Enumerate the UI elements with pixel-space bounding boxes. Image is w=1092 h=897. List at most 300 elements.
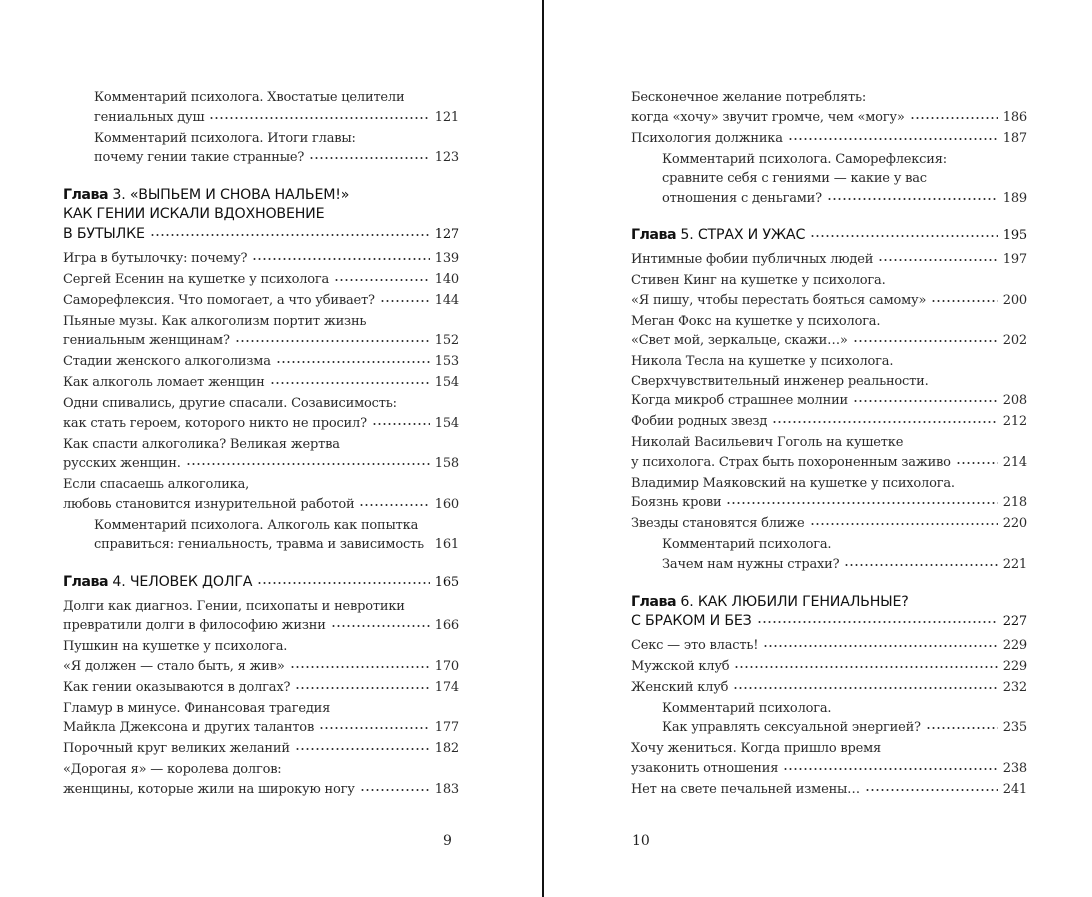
line-text bbox=[63, 477, 249, 492]
entry-title-line: почему гении такие странные? bbox=[94, 150, 305, 166]
entry-title-line: Секс — это власть! bbox=[631, 637, 759, 653]
toc-entry[interactable] bbox=[63, 270, 459, 290]
toc-entry[interactable] bbox=[63, 88, 459, 127]
entry-title-line: любовь становится изнурительной работой bbox=[63, 496, 355, 512]
toc-line bbox=[63, 699, 459, 719]
page-number: 152 bbox=[434, 333, 459, 349]
toc-entry[interactable] bbox=[631, 88, 1027, 127]
line-text bbox=[63, 573, 252, 593]
line-text bbox=[63, 657, 285, 677]
entry-title-line: женщины, которые жили на широкую ногу bbox=[63, 781, 355, 797]
dot-leader bbox=[783, 767, 998, 771]
entry-title-line: Николай Васильевич Гоголь на кушетке bbox=[631, 435, 904, 451]
toc-entry[interactable] bbox=[631, 312, 1027, 351]
chapter-prefix: Глава bbox=[631, 593, 677, 610]
toc-line bbox=[94, 148, 459, 168]
entry-title-line: Комментарий психолога. Алкоголь как попытка bbox=[94, 517, 419, 533]
line-text bbox=[631, 412, 767, 432]
entry-title-line: Комментарий психолога. bbox=[662, 700, 832, 716]
page-number: 183 bbox=[434, 781, 459, 797]
line-text bbox=[63, 414, 367, 434]
page-number: 161 bbox=[434, 537, 459, 553]
line-text bbox=[63, 780, 355, 800]
page-number: 154 bbox=[434, 375, 459, 391]
line-text bbox=[662, 701, 831, 716]
entry-title-line: Комментарий психолога. Хвостатые целители bbox=[94, 90, 405, 105]
toc-line bbox=[631, 493, 1027, 513]
toc-line bbox=[631, 514, 1027, 534]
line-text bbox=[631, 90, 866, 105]
line-text bbox=[63, 187, 349, 203]
toc-line bbox=[94, 516, 459, 536]
toc-line bbox=[631, 312, 1027, 332]
dot-leader bbox=[150, 233, 430, 237]
line-text bbox=[631, 291, 926, 311]
toc-line bbox=[662, 718, 1027, 738]
page-number: 121 bbox=[434, 109, 459, 125]
page-number: 202 bbox=[1002, 333, 1027, 349]
entry-title-line: Владимир Маяковский на кушетке у психолога. bbox=[631, 475, 955, 491]
toc-entry[interactable] bbox=[631, 433, 1027, 472]
entry-title-line: Когда микроб страшнее молнии bbox=[631, 393, 848, 409]
toc-entry[interactable] bbox=[631, 250, 1027, 270]
line-text bbox=[631, 129, 783, 149]
page-number: 232 bbox=[1002, 679, 1027, 695]
dot-leader bbox=[372, 422, 430, 426]
entry-title-line: Мужской клуб bbox=[631, 658, 730, 674]
toc-entry[interactable] bbox=[63, 352, 459, 372]
line-text bbox=[631, 314, 880, 329]
line-text bbox=[662, 537, 831, 552]
line-text bbox=[662, 152, 947, 167]
toc-line bbox=[63, 249, 459, 269]
entry-title-line: превратили долги в философию жизни bbox=[63, 618, 326, 634]
dot-leader bbox=[878, 258, 998, 262]
entry-title-line: как стать героем, которого никто не просил? bbox=[63, 415, 367, 431]
toc-entry[interactable] bbox=[631, 474, 1027, 513]
page-number: 166 bbox=[434, 618, 459, 634]
line-text bbox=[662, 171, 927, 186]
entry-title-line: Нет на свете печальней измены… bbox=[631, 781, 860, 797]
entry-title-line: справиться: гениальность, травма и зависимость bbox=[94, 537, 424, 553]
entry-title-line: «Свет мой, зеркальце, скажи…» bbox=[631, 333, 848, 349]
toc-line bbox=[63, 573, 459, 593]
page-number: 144 bbox=[434, 292, 459, 308]
toc-line bbox=[631, 226, 1027, 246]
toc-line bbox=[63, 718, 459, 738]
toc-line bbox=[63, 597, 459, 617]
toc-line bbox=[63, 454, 459, 474]
entry-title-line: 6. КАК ЛЮБИЛИ ГЕНИАЛЬНЫЕ? bbox=[680, 593, 909, 610]
toc-entry[interactable] bbox=[631, 678, 1027, 698]
line-text bbox=[63, 739, 290, 759]
line-text bbox=[631, 391, 848, 411]
entry-title-line: у психолога. Страх быть похороненным заживо bbox=[631, 454, 951, 470]
chapter-heading[interactable] bbox=[631, 226, 1027, 246]
entry-title-line: Стивен Кинг на кушетке у психолога. bbox=[631, 272, 886, 288]
toc-entry[interactable] bbox=[63, 516, 459, 555]
toc-line bbox=[63, 312, 459, 332]
entry-title-line: Меган Фокс на кушетке у психолога. bbox=[631, 313, 881, 329]
dot-leader bbox=[295, 686, 430, 690]
toc-entry[interactable] bbox=[63, 699, 459, 738]
toc-line bbox=[63, 475, 459, 495]
line-text bbox=[63, 291, 375, 311]
page-number: 187 bbox=[1002, 130, 1027, 146]
toc-line bbox=[631, 453, 1027, 473]
line-text bbox=[63, 678, 290, 698]
page-number: 218 bbox=[1002, 495, 1027, 511]
toc-entry[interactable] bbox=[63, 637, 459, 676]
toc-entry[interactable] bbox=[631, 271, 1027, 310]
line-text bbox=[63, 718, 314, 738]
dot-leader bbox=[270, 381, 430, 385]
line-text bbox=[63, 249, 247, 269]
line-text bbox=[631, 657, 729, 677]
entry-title-line: отношения с деньгами? bbox=[662, 190, 822, 206]
entry-title-line: русских женщин. bbox=[63, 456, 181, 472]
left-page-toc bbox=[63, 88, 459, 801]
page-number: 212 bbox=[1002, 414, 1027, 430]
toc-entry[interactable] bbox=[631, 739, 1027, 778]
line-text bbox=[63, 701, 330, 716]
toc-line bbox=[631, 759, 1027, 779]
line-text bbox=[631, 476, 955, 491]
toc-line bbox=[631, 612, 1027, 632]
line-text bbox=[662, 189, 822, 209]
entry-title-line: 5. СТРАХ И УЖАС bbox=[680, 227, 806, 244]
dot-leader bbox=[235, 339, 430, 343]
line-text bbox=[631, 226, 805, 246]
toc-line bbox=[63, 225, 459, 245]
chapter-prefix: Глава bbox=[631, 227, 677, 244]
line-text bbox=[631, 354, 893, 369]
dot-leader bbox=[931, 299, 998, 303]
toc-entry[interactable] bbox=[631, 636, 1027, 656]
dot-leader bbox=[827, 197, 998, 201]
entry-title-line: Одни спивались, другие спасали. Созависимость: bbox=[63, 396, 397, 412]
line-text bbox=[631, 374, 929, 389]
chapter-prefix: Глава bbox=[63, 186, 109, 203]
dot-leader bbox=[257, 581, 429, 585]
line-text bbox=[63, 762, 282, 777]
toc-line bbox=[63, 657, 459, 677]
page-number: 214 bbox=[1002, 454, 1027, 470]
page-number: 177 bbox=[434, 720, 459, 736]
toc-line bbox=[631, 678, 1027, 698]
entry-title-line: Как управлять сексуальной энергией? bbox=[662, 720, 921, 736]
toc-line bbox=[94, 535, 459, 555]
page-number: 241 bbox=[1002, 781, 1027, 797]
toc-entry[interactable] bbox=[63, 678, 459, 698]
dot-leader bbox=[763, 644, 998, 648]
toc-line bbox=[63, 637, 459, 657]
page-number: 140 bbox=[434, 271, 459, 287]
dot-leader bbox=[290, 665, 430, 669]
toc-entry[interactable] bbox=[63, 475, 459, 514]
toc-line bbox=[631, 129, 1027, 149]
right-page-number: 10 bbox=[632, 833, 650, 849]
line-text bbox=[63, 495, 354, 515]
toc-entry[interactable] bbox=[631, 150, 1027, 209]
toc-line bbox=[94, 129, 459, 149]
page-number: 182 bbox=[434, 741, 459, 757]
entry-title-line: Долги как диагноз. Гении, психопаты и невротики bbox=[63, 598, 405, 614]
chapter-heading[interactable] bbox=[63, 573, 459, 593]
line-text bbox=[63, 599, 405, 614]
page-number: 186 bbox=[1002, 109, 1027, 125]
page-number: 229 bbox=[1002, 637, 1027, 653]
line-text bbox=[63, 396, 397, 411]
toc-line bbox=[631, 780, 1027, 800]
line-text bbox=[631, 273, 886, 288]
toc-entry[interactable] bbox=[631, 535, 1027, 574]
page-number: 123 bbox=[434, 150, 459, 166]
page-number: 229 bbox=[1002, 658, 1027, 674]
page-number: 174 bbox=[434, 679, 459, 695]
dot-leader bbox=[733, 686, 997, 690]
toc-entry[interactable] bbox=[631, 657, 1027, 677]
toc-entry[interactable] bbox=[631, 699, 1027, 738]
toc-entry[interactable] bbox=[631, 352, 1027, 411]
right-page-toc bbox=[631, 88, 1027, 801]
dot-leader bbox=[334, 278, 430, 282]
toc-line bbox=[63, 760, 459, 780]
line-text bbox=[63, 206, 324, 222]
toc-line bbox=[63, 435, 459, 455]
entry-title-line: Хочу жениться. Когда пришло время bbox=[631, 741, 882, 757]
toc-line bbox=[63, 495, 459, 515]
dot-leader bbox=[252, 257, 429, 261]
line-text bbox=[631, 636, 758, 656]
toc-entry[interactable] bbox=[63, 291, 459, 311]
toc-entry[interactable] bbox=[63, 739, 459, 759]
line-text bbox=[94, 90, 404, 105]
toc-line bbox=[63, 291, 459, 311]
entry-title-line: когда «хочу» звучит громче, чем «могу» bbox=[631, 109, 905, 125]
line-text bbox=[63, 314, 366, 329]
line-text bbox=[631, 331, 848, 351]
entry-title-line: Никола Тесла на кушетке у психолога. bbox=[631, 354, 894, 370]
line-text bbox=[94, 518, 418, 533]
book-spine-divider bbox=[542, 0, 544, 897]
toc-entry[interactable] bbox=[63, 312, 459, 351]
entry-title-line: Как гении оказываются в долгах? bbox=[63, 679, 291, 695]
line-text bbox=[63, 639, 287, 654]
toc-entry[interactable] bbox=[631, 412, 1027, 432]
line-text bbox=[631, 678, 728, 698]
chapter-heading[interactable] bbox=[63, 186, 459, 245]
entry-title-line: С БРАКОМ И БЕЗ bbox=[631, 613, 752, 630]
entry-title-line: Психология должника bbox=[631, 130, 783, 146]
toc-line bbox=[662, 189, 1027, 209]
toc-line bbox=[631, 88, 1027, 108]
dot-leader bbox=[319, 726, 430, 730]
line-text bbox=[63, 352, 271, 372]
entry-title-line: Гламур в минусе. Финансовая трагедия bbox=[63, 700, 331, 716]
page-number: 165 bbox=[434, 574, 459, 590]
dot-leader bbox=[331, 624, 430, 628]
toc-line bbox=[63, 780, 459, 800]
dot-leader bbox=[734, 665, 997, 669]
line-text bbox=[631, 108, 905, 128]
toc-line bbox=[631, 433, 1027, 453]
dot-leader bbox=[853, 399, 998, 403]
toc-entry[interactable] bbox=[631, 780, 1027, 800]
toc-line bbox=[631, 108, 1027, 128]
page-number: 235 bbox=[1002, 720, 1027, 736]
toc-line bbox=[631, 372, 1027, 392]
page-number: 189 bbox=[1002, 190, 1027, 206]
dot-leader bbox=[865, 788, 998, 792]
entry-title-line: Женский клуб bbox=[631, 679, 729, 695]
dot-leader bbox=[209, 116, 429, 120]
entry-title-line: Звезды становятся ближе bbox=[631, 516, 805, 532]
line-text bbox=[631, 759, 778, 779]
entry-title-line: В БУТЫЛКЕ bbox=[63, 225, 145, 242]
dot-leader bbox=[726, 501, 997, 505]
chapter-prefix: Глава bbox=[63, 573, 109, 590]
dot-leader bbox=[810, 522, 998, 526]
line-text bbox=[631, 435, 903, 450]
toc-entry[interactable] bbox=[63, 597, 459, 636]
entry-title-line: Как спасти алкоголика? Великая жертва bbox=[63, 436, 340, 452]
toc-line bbox=[631, 250, 1027, 270]
toc-line bbox=[631, 657, 1027, 677]
page-number: 127 bbox=[434, 226, 459, 242]
toc-line bbox=[662, 169, 1027, 189]
toc-line bbox=[63, 331, 459, 351]
toc-line bbox=[94, 88, 459, 108]
dot-leader bbox=[380, 299, 430, 303]
entry-title-line: Сергей Есенин на кушетке у психолога bbox=[63, 271, 330, 287]
dot-leader bbox=[810, 234, 998, 238]
line-text bbox=[94, 131, 356, 146]
dot-leader bbox=[772, 420, 998, 424]
toc-line bbox=[631, 593, 1027, 613]
page-number: 158 bbox=[434, 456, 459, 472]
toc-line bbox=[63, 352, 459, 372]
toc-line bbox=[63, 373, 459, 393]
entry-title-line: Фобии родных звезд bbox=[631, 414, 768, 430]
entry-title-line: Зачем нам нужны страхи? bbox=[662, 556, 840, 572]
toc-line bbox=[63, 394, 459, 414]
page-number: 139 bbox=[434, 250, 459, 266]
toc-entry[interactable] bbox=[63, 129, 459, 168]
line-text bbox=[63, 331, 230, 351]
dot-leader bbox=[359, 503, 429, 507]
dot-leader bbox=[360, 788, 430, 792]
toc-entry[interactable] bbox=[631, 129, 1027, 149]
toc-entry[interactable] bbox=[63, 435, 459, 474]
entry-title-line: «Я должен — стало быть, я жив» bbox=[63, 658, 285, 674]
entry-title-line: сравните себя с гениями — какие у вас bbox=[662, 171, 927, 187]
entry-title-line: Боязнь крови bbox=[631, 495, 722, 511]
toc-line bbox=[631, 412, 1027, 432]
toc-entry[interactable] bbox=[63, 760, 459, 799]
page-number: 208 bbox=[1002, 393, 1027, 409]
dot-leader bbox=[276, 360, 430, 364]
chapter-heading[interactable] bbox=[631, 593, 1027, 632]
toc-entry[interactable] bbox=[631, 514, 1027, 534]
page-number: 154 bbox=[434, 415, 459, 431]
line-text bbox=[662, 555, 839, 575]
dot-leader bbox=[309, 156, 430, 160]
entry-title-line: Комментарий психолога. bbox=[662, 537, 832, 553]
toc-line bbox=[631, 739, 1027, 759]
line-text bbox=[63, 373, 265, 393]
line-text bbox=[63, 454, 181, 474]
toc-line bbox=[63, 414, 459, 434]
page-number: 220 bbox=[1002, 516, 1027, 532]
dot-leader bbox=[910, 116, 998, 120]
entry-title-line: «Я пишу, чтобы перестать бояться самому» bbox=[631, 292, 927, 308]
entry-title-line: «Дорогая я» — королева долгов: bbox=[63, 762, 282, 778]
entry-title-line: гениальных душ bbox=[94, 109, 205, 125]
entry-title-line: 4. ЧЕЛОВЕК ДОЛГА bbox=[112, 573, 253, 590]
entry-title-line: Пьяные музы. Как алкоголизм портит жизнь bbox=[63, 313, 367, 329]
line-text bbox=[662, 718, 921, 738]
page-number: 200 bbox=[1002, 292, 1027, 308]
page-number: 160 bbox=[434, 496, 459, 512]
page-number: 153 bbox=[434, 354, 459, 370]
toc-line bbox=[94, 108, 459, 128]
toc-entry[interactable] bbox=[63, 249, 459, 269]
entry-title-line: Пушкин на кушетке у психолога. bbox=[63, 639, 288, 655]
page-number: 221 bbox=[1002, 556, 1027, 572]
toc-line bbox=[63, 616, 459, 636]
toc-line bbox=[631, 474, 1027, 494]
entry-title-line: Если спасаешь алкоголика, bbox=[63, 477, 250, 493]
toc-line bbox=[63, 186, 459, 206]
toc-entry[interactable] bbox=[63, 373, 459, 393]
entry-title-line: гениальным женщинам? bbox=[63, 333, 230, 349]
dot-leader bbox=[844, 563, 997, 567]
entry-title-line: Игра в бутылочку: почему? bbox=[63, 250, 248, 266]
line-text bbox=[63, 270, 329, 290]
dot-leader bbox=[429, 543, 430, 547]
toc-line bbox=[63, 270, 459, 290]
dot-leader bbox=[788, 137, 998, 141]
dot-leader bbox=[853, 339, 998, 343]
page-number: 238 bbox=[1002, 760, 1027, 776]
toc-line bbox=[662, 699, 1027, 719]
entry-title-line: Стадии женского алкоголизма bbox=[63, 354, 271, 370]
toc-line bbox=[63, 205, 459, 225]
toc-line bbox=[63, 739, 459, 759]
page-number: 170 bbox=[434, 658, 459, 674]
dot-leader bbox=[757, 620, 998, 624]
page-number: 197 bbox=[1002, 251, 1027, 267]
entry-title-line: Интимные фобии публичных людей bbox=[631, 251, 874, 267]
dot-leader bbox=[956, 461, 998, 465]
toc-line bbox=[662, 150, 1027, 170]
entry-title-line: Комментарий психолога. Итоги главы: bbox=[94, 130, 356, 146]
line-text bbox=[631, 453, 951, 473]
entry-title-line: Бесконечное желание потреблять: bbox=[631, 90, 866, 105]
line-text bbox=[631, 493, 721, 513]
toc-line bbox=[631, 331, 1027, 351]
line-text bbox=[631, 780, 860, 800]
line-text bbox=[94, 148, 304, 168]
line-text bbox=[631, 250, 873, 270]
line-text bbox=[94, 535, 424, 555]
entry-title-line: 3. «ВЫПЬЕМ И СНОВА НАЛЬЕМ!» bbox=[112, 186, 350, 203]
entry-title-line: Как алкоголь ломает женщин bbox=[63, 375, 265, 391]
dot-leader bbox=[926, 726, 998, 730]
toc-entry[interactable] bbox=[63, 394, 459, 433]
line-text bbox=[631, 514, 805, 534]
